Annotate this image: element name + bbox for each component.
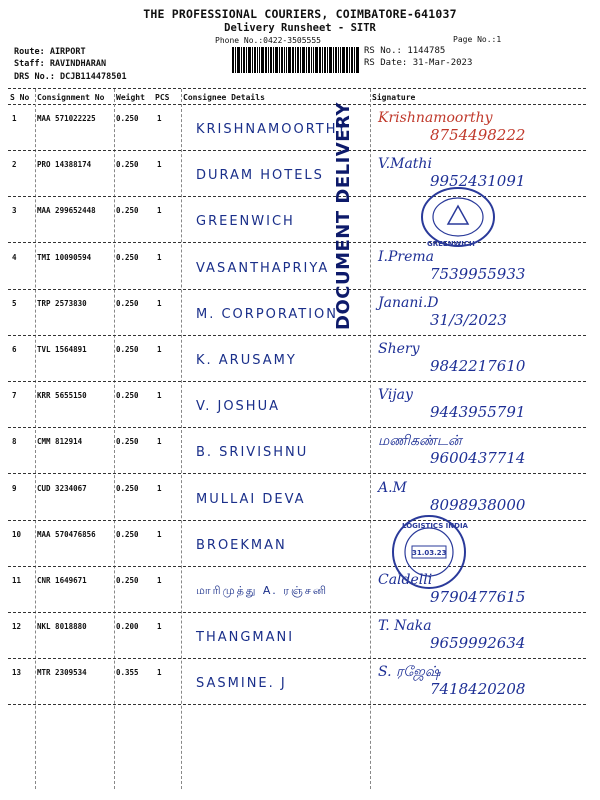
row-separator xyxy=(8,242,586,243)
row-pcs: 1 xyxy=(157,253,162,262)
row-weight: 0.250 xyxy=(116,391,139,400)
row-pcs: 1 xyxy=(157,391,162,400)
drs-number: DRS No.: DCJB114478501 xyxy=(14,72,127,82)
row-consignment: TVL 1564891 xyxy=(37,345,87,354)
row-weight: 0.250 xyxy=(116,206,139,215)
row-signature-phone: 9842217610 xyxy=(430,357,526,375)
col-header-weight: Weight xyxy=(116,93,145,102)
row-weight: 0.250 xyxy=(116,530,139,539)
col-header-sno: S No xyxy=(10,93,30,102)
row-consignment: TMI 10090594 xyxy=(37,253,92,262)
row-signature-phone: 8754498222 xyxy=(430,126,526,144)
row-signature: Shery xyxy=(378,341,420,357)
col-divider xyxy=(370,89,371,789)
row-signature: Janani.D xyxy=(378,295,439,311)
col-header-consignee: Consignee Details xyxy=(183,93,265,102)
row-separator xyxy=(8,658,586,659)
row-weight: 0.250 xyxy=(116,160,139,169)
header-rule-bottom xyxy=(8,104,586,105)
row-separator xyxy=(8,150,586,151)
col-divider xyxy=(114,89,115,789)
row-signature-phone: 9659992634 xyxy=(430,634,526,652)
row-consignee: M. CORPORATION xyxy=(196,307,339,322)
row-signature: I.Prema xyxy=(378,249,434,265)
row-consignment: NKL 8018880 xyxy=(37,622,87,631)
row-weight: 0.200 xyxy=(116,622,139,631)
row-sno: 10 xyxy=(12,530,22,539)
col-header-pcs: PCS xyxy=(155,93,170,102)
document-title: THE PROFESSIONAL COURIERS, COIMBATORE-641037 xyxy=(143,7,457,21)
row-consignee: THANGMANI xyxy=(196,630,295,645)
row-signature: Caldelli xyxy=(378,572,433,588)
row-sno: 11 xyxy=(12,576,22,585)
row-sno: 9 xyxy=(12,484,17,493)
row-sno: 3 xyxy=(12,206,17,215)
row-consignee: MULLAI DEVA xyxy=(196,492,306,507)
document-subtitle: Delivery Runsheet - SITR xyxy=(224,22,376,34)
row-signature: T. Naka xyxy=(378,618,432,634)
logistics-stamp-text: LOGISTICS INDIA xyxy=(402,522,468,530)
col-divider xyxy=(35,89,36,789)
row-separator xyxy=(8,566,586,567)
staff-label: Staff: RAVINDHARAN xyxy=(14,59,107,69)
row-sno: 7 xyxy=(12,391,17,400)
row-pcs: 1 xyxy=(157,206,162,215)
row-consignee: VASANTHAPRIYA xyxy=(196,261,330,276)
row-weight: 0.250 xyxy=(116,253,139,262)
row-signature-phone: 9443955791 xyxy=(430,403,526,421)
rs-number: RS No.: 1144785 xyxy=(364,46,446,56)
row-weight: 0.250 xyxy=(116,114,139,123)
row-consignee: KRISHNAMOORTHY xyxy=(196,122,348,137)
row-signature: A.M xyxy=(378,480,407,496)
row-consignment: MAA 570476856 xyxy=(37,530,96,539)
row-weight: 0.250 xyxy=(116,345,139,354)
row-signature-phone: 9790477615 xyxy=(430,588,526,606)
row-signature-phone: 9952431091 xyxy=(430,172,526,190)
greenwich-stamp-text: GREENWICH xyxy=(427,240,475,248)
row-pcs: 1 xyxy=(157,160,162,169)
row-pcs: 1 xyxy=(157,484,162,493)
row-consignment: TRP 2573830 xyxy=(37,299,87,308)
row-separator xyxy=(8,427,586,428)
row-separator xyxy=(8,612,586,613)
row-signature-phone: 31/3/2023 xyxy=(430,311,507,329)
row-consignee: K. ARUSAMY xyxy=(196,353,297,368)
row-separator xyxy=(8,704,586,705)
row-consignment: MAA 299652448 xyxy=(37,206,96,215)
row-consignment: CNR 1649671 xyxy=(37,576,87,585)
col-header-signature: Signature xyxy=(372,93,416,102)
row-consignee: SASMINE. J xyxy=(196,676,287,691)
row-separator xyxy=(8,381,586,382)
row-signature: Vijay xyxy=(378,387,413,403)
row-separator xyxy=(8,289,586,290)
document-delivery-stamp: DOCUMENT DELIVERY xyxy=(333,102,354,330)
row-separator xyxy=(8,335,586,336)
row-consignee: DURAM HOTELS xyxy=(196,168,324,183)
row-pcs: 1 xyxy=(157,622,162,631)
row-pcs: 1 xyxy=(157,668,162,677)
row-consignee: GREENWICH xyxy=(196,214,295,229)
row-sno: 13 xyxy=(12,668,22,677)
row-consignment: CMM 812914 xyxy=(37,437,83,446)
row-signature-phone: 7539955933 xyxy=(430,265,526,283)
row-pcs: 1 xyxy=(157,345,162,354)
row-pcs: 1 xyxy=(157,114,162,123)
row-signature-phone: 9600437714 xyxy=(430,449,526,467)
col-header-consignment: Consignment No xyxy=(37,93,105,102)
row-sno: 12 xyxy=(12,622,22,631)
row-signature-phone: 7418420208 xyxy=(430,680,526,698)
route-label: Route: AIRPORT xyxy=(14,47,86,57)
row-weight: 0.250 xyxy=(116,437,139,446)
row-separator xyxy=(8,520,586,521)
logistics-stamp-date: 31.03.23 xyxy=(412,549,447,557)
row-consignee: B. SRIVISHNU xyxy=(196,445,309,460)
row-weight: 0.355 xyxy=(116,668,139,677)
row-consignee: V. JOSHUA xyxy=(196,399,280,414)
row-weight: 0.250 xyxy=(116,299,139,308)
row-sno: 5 xyxy=(12,299,17,308)
phone-number: Phone No.:0422-3505555 xyxy=(215,36,321,45)
row-sno: 6 xyxy=(12,345,17,354)
row-weight: 0.250 xyxy=(116,576,139,585)
row-sno: 8 xyxy=(12,437,17,446)
row-consignment: CUD 3234067 xyxy=(37,484,87,493)
row-sno: 1 xyxy=(12,114,17,123)
row-pcs: 1 xyxy=(157,437,162,446)
row-consignment: MAA 571022225 xyxy=(37,114,96,123)
col-divider xyxy=(181,89,182,789)
row-sno: 2 xyxy=(12,160,17,169)
row-signature: S. ரஜேஷ் xyxy=(378,664,441,680)
row-consignee: மாரிமுத்து A. ரஞ்சனி xyxy=(196,584,329,597)
row-pcs: 1 xyxy=(157,530,162,539)
row-sno: 4 xyxy=(12,253,17,262)
row-consignment: MTR 2309534 xyxy=(37,668,87,677)
row-signature: Krishnamoorthy xyxy=(378,110,493,126)
row-pcs: 1 xyxy=(157,299,162,308)
barcode xyxy=(232,47,360,73)
greenwich-stamp xyxy=(420,186,496,248)
row-weight: 0.250 xyxy=(116,484,139,493)
row-consignee: BROEKMAN xyxy=(196,538,287,553)
row-separator xyxy=(8,473,586,474)
row-signature: V.Mathi xyxy=(378,156,432,172)
row-separator xyxy=(8,196,586,197)
row-consignment: KRR 5655150 xyxy=(37,391,87,400)
page-number: Page No.:1 xyxy=(453,35,502,44)
row-consignment: PRO 14388174 xyxy=(37,160,92,169)
rs-date: RS Date: 31-Mar-2023 xyxy=(364,58,473,68)
row-signature-phone: 8098938000 xyxy=(430,496,526,514)
row-pcs: 1 xyxy=(157,576,162,585)
header-rule-top xyxy=(8,88,586,89)
row-signature: மணிகண்டன் xyxy=(378,433,462,449)
